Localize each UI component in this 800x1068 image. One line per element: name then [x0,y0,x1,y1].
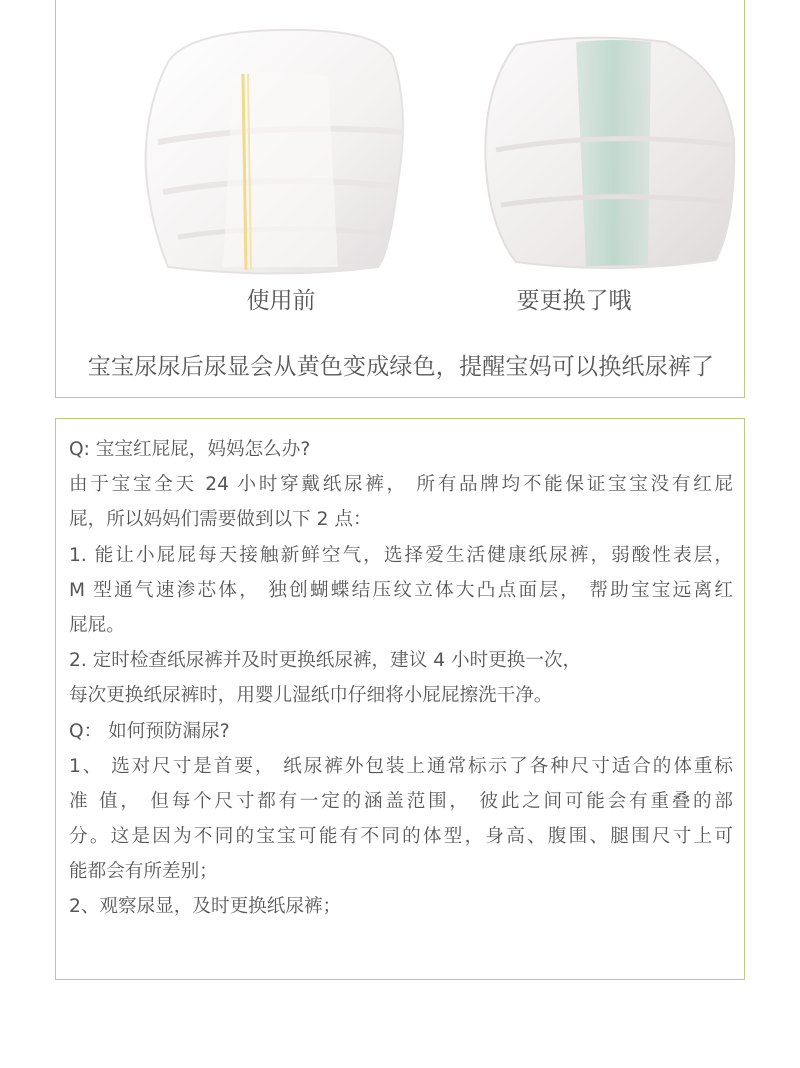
diaper-after-image [436,30,736,275]
after-label: 要更换了哦 [516,288,632,314]
qa-line: 屁，所以妈妈们需要做到以下 2 点： [69,509,372,531]
qa-line: 2、观察尿显，及时更换纸尿裤； [69,896,342,918]
qa-text-block [69,432,733,925]
indicator-note: 宝宝尿尿后尿显会从黄色变成绿色，提醒宝妈可以换纸尿裤了 [87,354,715,380]
qa-heading-red-bottom: Q: 宝宝红屁屁，妈妈怎么办? [69,439,311,460]
qa-panel [55,418,745,980]
qa-line: 屁屁。 [69,614,125,636]
qa-line: 1、 选对尺寸是首要， 纸尿裤外包装上通常标示了各种尺寸适合的体重标 [69,755,733,777]
qa-line: 由于宝宝全天 24 小时穿戴纸尿裤， 所有品牌均不能保证宝宝没有红屁 [69,474,733,496]
comparison-panel [55,0,745,398]
diaper-before-image [128,22,418,277]
qa-line: 准 值， 但每个尺寸都有一定的涵盖范围， 彼此之间可能会有重叠的部 [69,790,733,812]
green-indicator-strip [576,40,651,266]
before-label: 使用前 [246,288,316,314]
qa-line: 2. 定时检查纸尿裤并及时更换纸尿裤，建议 4 小时更换一次， [69,650,582,672]
qa-line: 能都会有所差别； [69,861,218,883]
qa-line: 1. 能让小屁屁每天接触新鲜空气，选择爱生活健康纸尿裤，弱酸性表层， [69,544,733,566]
qa-line: M 型通气速渗芯体， 独创蝴蝶结压纹立体大凸点面层， 帮助宝宝远离红 [69,579,733,601]
qa-line: 分。这是因为不同的宝宝可能有不同的体型，身高、腹围、腿围尺寸上可 [69,826,733,848]
qa-line: 每次更换纸尿裤时，用婴儿湿纸巾仔细将小屁屁擦洗干净。 [69,685,553,707]
qa-heading-leak-prevention: Q： 如何预防漏尿? [69,720,230,742]
